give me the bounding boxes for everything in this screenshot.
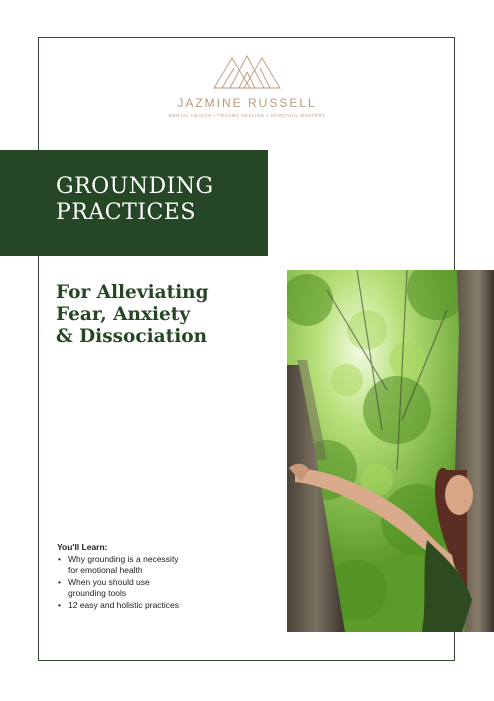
forest-photo [287, 270, 494, 632]
list-item [57, 600, 217, 611]
learn-heading: You'll Learn: [57, 542, 108, 552]
mountain-triangles-icon [212, 52, 282, 90]
subtitle [56, 282, 209, 348]
bullet-icon: • [58, 600, 61, 610]
bullet-icon: • [58, 554, 61, 564]
list-item-line-1: Why grounding is a necessity [68, 554, 179, 564]
title-line-2: PRACTICES [56, 200, 196, 225]
list-item-line-1: 12 easy and holistic practices [68, 600, 180, 610]
subtitle-line-2: Fear, Anxiety [56, 304, 191, 325]
list-item-line-2: for emotional health [68, 565, 143, 575]
logo [0, 52, 494, 118]
list-item [57, 554, 217, 576]
title-band [0, 150, 268, 256]
learn-section [57, 542, 217, 612]
bullet-icon: • [58, 577, 61, 587]
list-item-line-2: grounding tools [68, 588, 127, 598]
title-line-1: GROUNDING [56, 174, 214, 199]
list-item [57, 577, 217, 599]
list-item-line-1: When you should use [68, 577, 150, 587]
subtitle-line-1: For Alleviating [56, 282, 209, 303]
learn-list [57, 554, 217, 611]
logo-name: JAZMINE RUSSELL [177, 96, 317, 110]
logo-tagline: MENTAL HEALTH • TRAUMA HEALING • SPIRITUAL MASTERY [168, 113, 326, 118]
subtitle-line-3: & Dissociation [56, 326, 208, 347]
